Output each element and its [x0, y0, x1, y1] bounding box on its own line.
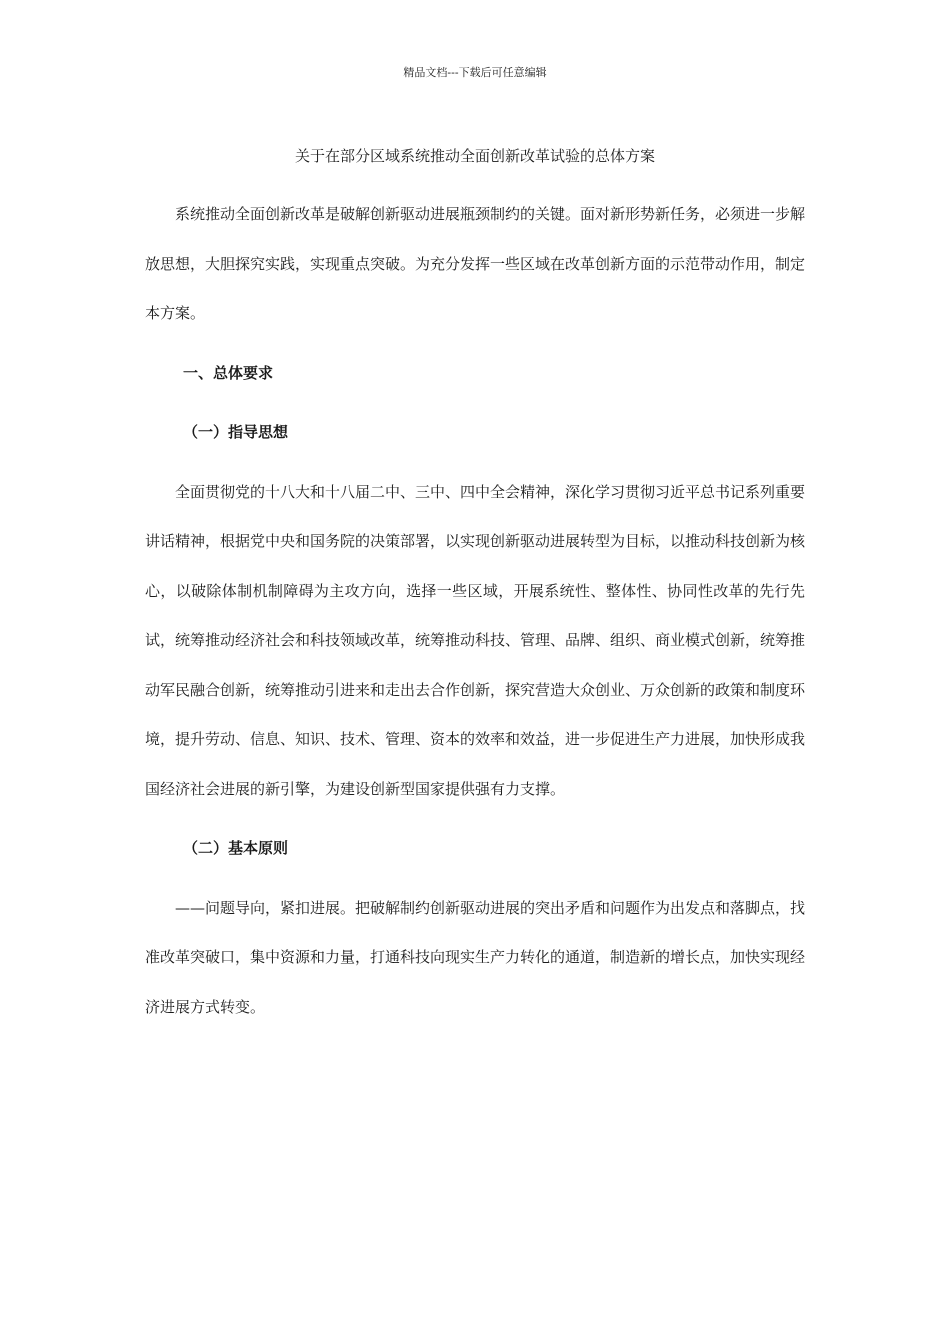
- spacer: [145, 398, 805, 408]
- spacer: [145, 814, 805, 824]
- document-body: [145, 190, 805, 1032]
- subsection-heading-basic-principles: （二）基本原则: [183, 839, 289, 857]
- guiding-ideology-paragraph: 全面贯彻党的十八大和十八届二中、三中、四中全会精神，深化学习贯彻习近平总书记系列重要讲话精神，根据党中央和国务院的决策部署，以实现创新驱动进展转型为目标，以推动科技创新为核心，以破除体制机制障碍为主攻方向，选择一些区域，开展系统性、整体性、协同性改革的先行先试，统筹推动经济社会和科技领域改革，统筹推动科技、管理、品牌、组织、商业模式创新，统筹推动军民融合创新，统筹推动引进来和走出去合作创新，探究营造大众创业、万众创新的政策和制度环境，提升劳动、信息、知识、技术、管理、资本的效率和效益，进一步促进生产力进展，加快形成我国经济社会进展的新引擎，为建设创新型国家提供强有力支撑。: [145, 482, 806, 798]
- section-heading-general-requirements: 一、总体要求: [183, 363, 274, 382]
- subsection-heading-guiding-ideology: （一）指导思想: [183, 423, 289, 441]
- basic-principles-paragraph: ——问题导向，紧扣进展。把破解制约创新驱动进展的突出矛盾和问题作为出发点和落脚点，找准改革突破口，集中资源和力量，打通科技向现实生产力转化的通道，制造新的增长点，加快实现经济进展方式转变。: [145, 898, 806, 1016]
- intro-paragraph: 系统推动全面创新改革是破解创新驱动进展瓶颈制约的关键。面对新形势新任务，必须进一步解放思想，大胆探究实践，实现重点突破。为充分发挥一些区域在改革创新方面的示范带动作用，制定本方案。: [145, 205, 806, 322]
- page-header: 精品文档---下载后可任意编辑: [403, 66, 547, 79]
- spacer: [145, 874, 805, 884]
- document-title: 关于在部分区域系统推动全面创新改革试验的总体方案: [294, 147, 655, 165]
- spacer: [145, 458, 805, 468]
- spacer: [145, 339, 805, 349]
